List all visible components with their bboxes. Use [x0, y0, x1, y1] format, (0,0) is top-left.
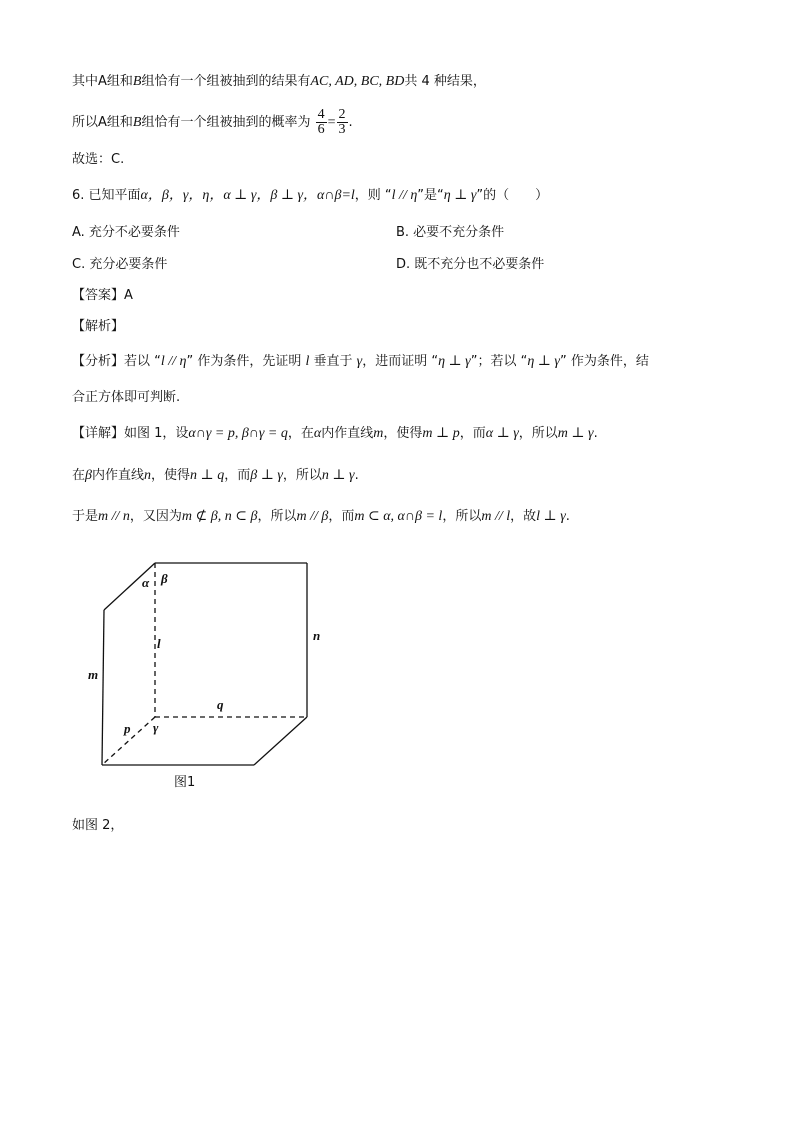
- figure-1-cube: [80, 555, 340, 795]
- text-seg: 组恰有一个组被抽到的结果有: [141, 74, 311, 89]
- math-seg: m // n: [98, 509, 130, 524]
- cube-edge: [254, 717, 307, 765]
- math-seg: l ⊥ γ: [536, 509, 566, 524]
- detail-line-2: [72, 467, 359, 485]
- label-m: m: [88, 667, 99, 682]
- option-d: D. 既不充分也不必要条件: [396, 257, 545, 272]
- text-seg: 6. 已知平面: [72, 188, 141, 203]
- math-seg: l // η: [391, 188, 418, 203]
- text-seg: ，进而证明 “: [362, 354, 439, 369]
- text-seg: ，在: [287, 426, 314, 441]
- numerator: 2: [338, 107, 346, 122]
- math-seg: m: [373, 426, 384, 441]
- question-6: [72, 187, 548, 205]
- math-seg: B: [132, 115, 142, 130]
- text-line-1: [72, 73, 486, 91]
- text-seg: 【详解】如图 1，设: [72, 426, 189, 441]
- detail-line-1: [72, 425, 598, 443]
- math-seg: α∩γ = p, β∩γ = q: [188, 426, 288, 441]
- text-seg: ，则 “: [354, 188, 392, 203]
- math-seg: n ⊥ γ: [321, 468, 355, 483]
- math-seg: γ: [356, 354, 363, 369]
- denominator: 3: [338, 122, 346, 137]
- option-a: A. 充分不必要条件: [72, 225, 180, 240]
- text-seg: ，使得: [151, 468, 191, 483]
- label-alpha: α: [142, 575, 150, 590]
- math-seg: m ⊥ p: [422, 426, 460, 441]
- analysis-label: 【解析】: [72, 319, 125, 334]
- detail-line-3: [72, 508, 570, 526]
- text-seg: 内作直线: [92, 468, 145, 483]
- text-seg: 所以A组和: [72, 115, 133, 130]
- text-seg: 其中A组和: [72, 74, 133, 89]
- text-line-2: [72, 104, 353, 142]
- math-seg: AC, AD, BC, BD: [310, 74, 405, 89]
- text-seg: ”；若以 “: [470, 354, 528, 369]
- math-seg: B: [132, 74, 142, 89]
- text-seg: ” 作为条件，结: [559, 354, 649, 369]
- text-seg: 于是: [72, 509, 99, 524]
- figure-caption: 图1: [174, 775, 196, 790]
- analysis-line-1: [72, 353, 649, 371]
- math-seg: α，β，γ，η，α ⊥ γ，β ⊥ γ，α∩β=l: [140, 188, 355, 203]
- cube-edge: [102, 610, 104, 765]
- math-seg: α: [313, 426, 322, 441]
- text-seg: .: [348, 115, 353, 130]
- text-seg: ，所以: [518, 426, 558, 441]
- option-c: C. 充分必要条件: [72, 257, 168, 272]
- math-seg: η ⊥ γ: [443, 188, 477, 203]
- label-q: q: [217, 697, 224, 712]
- text-seg: 组恰有一个组被抽到的概率为: [141, 115, 311, 130]
- fraction-4-6: [316, 108, 327, 137]
- math-seg: m // l: [481, 509, 511, 524]
- text-seg: ，所以: [442, 509, 482, 524]
- math-seg: η ⊥ γ: [438, 354, 471, 369]
- math-seg: α ⊥ γ: [485, 426, 519, 441]
- text-seg: 垂直于: [309, 354, 357, 369]
- math-seg: n: [144, 468, 152, 483]
- text-seg: ，故: [510, 509, 537, 524]
- label-beta: β: [161, 571, 168, 586]
- math-seg: l: [305, 354, 310, 369]
- text-seg: ，又因为: [129, 509, 182, 524]
- text-figure-2: 如图 2，: [72, 818, 124, 833]
- text-seg: ” 作为条件，先证明: [186, 354, 306, 369]
- text-seg: .: [593, 426, 598, 441]
- math-seg: β: [85, 468, 92, 483]
- math-seg: l // η: [160, 354, 187, 369]
- analysis-line-2: 合正方体即可判断.: [72, 390, 181, 405]
- option-b: B. 必要不充分条件: [396, 225, 505, 240]
- text-seg: 【分析】若以 “: [72, 354, 161, 369]
- label-gamma: γ: [153, 720, 159, 735]
- text-seg: ”是“: [417, 188, 444, 203]
- text-seg: ，所以: [257, 509, 297, 524]
- text-seg: ”的（ ）: [476, 188, 549, 203]
- label-n: n: [313, 628, 321, 643]
- math-seg: m ⊂ α, α∩β = l: [354, 509, 443, 524]
- text-seg: ，所以: [282, 468, 322, 483]
- math-seg: β ⊥ γ: [250, 468, 283, 483]
- answer-label: 【答案】A: [72, 288, 133, 303]
- math-seg: m ⊥ γ: [557, 426, 594, 441]
- label-l: l: [157, 636, 161, 651]
- text-seg: .: [354, 468, 359, 483]
- text-seg: ，而: [224, 468, 251, 483]
- denominator: 6: [317, 122, 325, 137]
- text-seg: 共 4 种结果，: [404, 74, 486, 89]
- fraction-2-3: [337, 108, 348, 137]
- numerator: 4: [317, 107, 325, 122]
- math-seg: η ⊥ γ: [527, 354, 560, 369]
- text-line-3: 故选：C.: [72, 152, 125, 167]
- math-seg: m // β: [296, 509, 329, 524]
- math-seg: n ⊥ q: [190, 468, 225, 483]
- label-p: p: [124, 721, 131, 736]
- text-seg: 在: [72, 468, 86, 483]
- text-seg: ，而: [459, 426, 486, 441]
- text-seg: .: [565, 509, 570, 524]
- text-seg: ，而: [328, 509, 355, 524]
- math-seg: m ⊄ β, n ⊂ β: [181, 509, 258, 524]
- equals-sign: =: [327, 115, 336, 130]
- text-seg: 内作直线: [321, 426, 374, 441]
- text-seg: ，使得: [383, 426, 423, 441]
